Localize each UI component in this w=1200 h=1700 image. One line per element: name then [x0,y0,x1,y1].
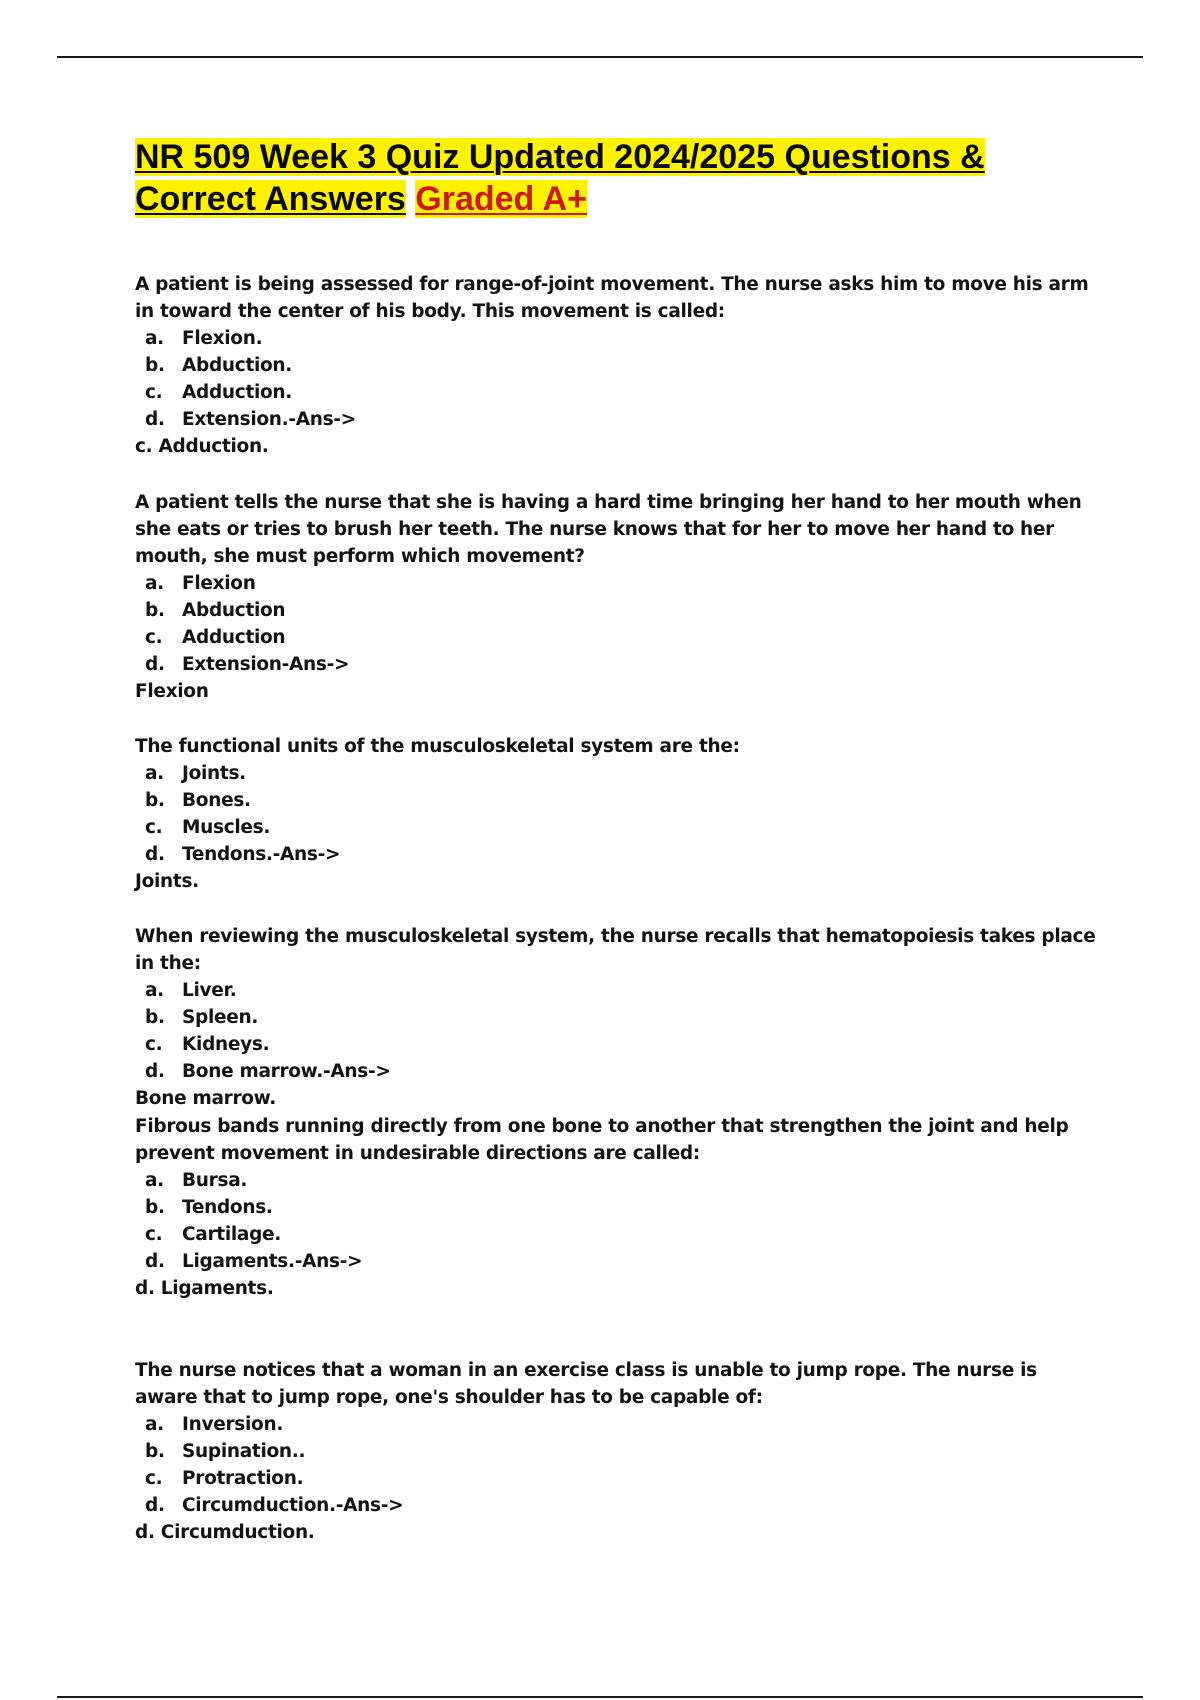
question-block-2 [135,489,1105,705]
question-block-6 [135,1357,1105,1546]
option-d: d. Tendons.-Ans-> [145,844,341,865]
option-c: c. Adduction [145,627,286,648]
option-c: c. Cartilage. [145,1224,282,1245]
question-block-4 [135,923,1105,1112]
option-c: c. Adduction. [145,382,293,403]
question-text: A patient tells the nurse that she is having a hard time bringing her hand to her mouth when she eats or tries to brush her teeth. The nurse knows that for her to move her hand to her mouth, she must perform which movement? [135,492,1082,567]
option-list [135,1167,1105,1275]
question-text: When reviewing the musculoskeletal system, the nurse recalls that hematopoiesis takes place in the: [135,926,1096,974]
option-b: b. Bones. [145,790,251,811]
option-b: b. Abduction [145,600,286,621]
answer-text: Bone marrow. [135,1088,277,1109]
option-list [135,760,1105,868]
option-list [135,570,1105,678]
option-d: d. Extension-Ans-> [145,654,350,675]
title-main: NR 509 Week 3 Quiz Updated 2024/2025 Questions & Correct Answers [135,138,985,218]
question-block-1 [135,271,1105,460]
option-b: b. Abduction. [145,355,293,376]
question-text: A patient is being assessed for range-of-joint movement. The nurse asks him to move his arm in toward the center of his body. This movement is called: [135,274,1089,322]
option-d: d. Bone marrow.-Ans-> [145,1061,391,1082]
option-c: c. Protraction. [145,1468,304,1489]
title-grade: Graded A+ [415,180,587,218]
option-c: c. Muscles. [145,817,271,838]
option-b: b. Tendons. [145,1197,273,1218]
top-rule [57,56,1143,58]
question-block-5 [135,1113,1105,1302]
option-a: a. Joints. [145,763,246,784]
bottom-rule [57,1696,1143,1698]
answer-text: d. Ligaments. [135,1278,274,1299]
answer-text: c. Adduction. [135,436,269,457]
option-d: d. Circumduction.-Ans-> [145,1495,404,1516]
question-text: The functional units of the musculoskeletal system are the: [135,736,740,757]
option-c: c. Kidneys. [145,1034,270,1055]
option-a: a. Flexion [145,573,256,594]
answer-text: Flexion [135,681,209,702]
option-list [135,977,1105,1085]
question-block-3 [135,733,1105,895]
page-title [135,136,1115,220]
answer-text: Joints. [135,871,199,892]
option-a: a. Inversion. [145,1414,284,1435]
option-b: b. Spleen. [145,1007,259,1028]
option-b: b. Supination.. [145,1441,306,1462]
option-list [135,1411,1105,1519]
option-d: d. Extension.-Ans-> [145,409,356,430]
option-list [135,325,1105,433]
option-a: a. Liver. [145,980,237,1001]
question-text: Fibrous bands running directly from one bone to another that strengthen the joint and help prevent movement in undesirable directions are called: [135,1116,1069,1164]
option-d: d. Ligaments.-Ans-> [145,1251,363,1272]
answer-text: d. Circumduction. [135,1522,315,1543]
question-text: The nurse notices that a woman in an exercise class is unable to jump rope. The nurse is aware that to jump rope, one's shoulder has to be capable of: [135,1360,1037,1408]
option-a: a. Flexion. [145,328,263,349]
option-a: a. Bursa. [145,1170,248,1191]
